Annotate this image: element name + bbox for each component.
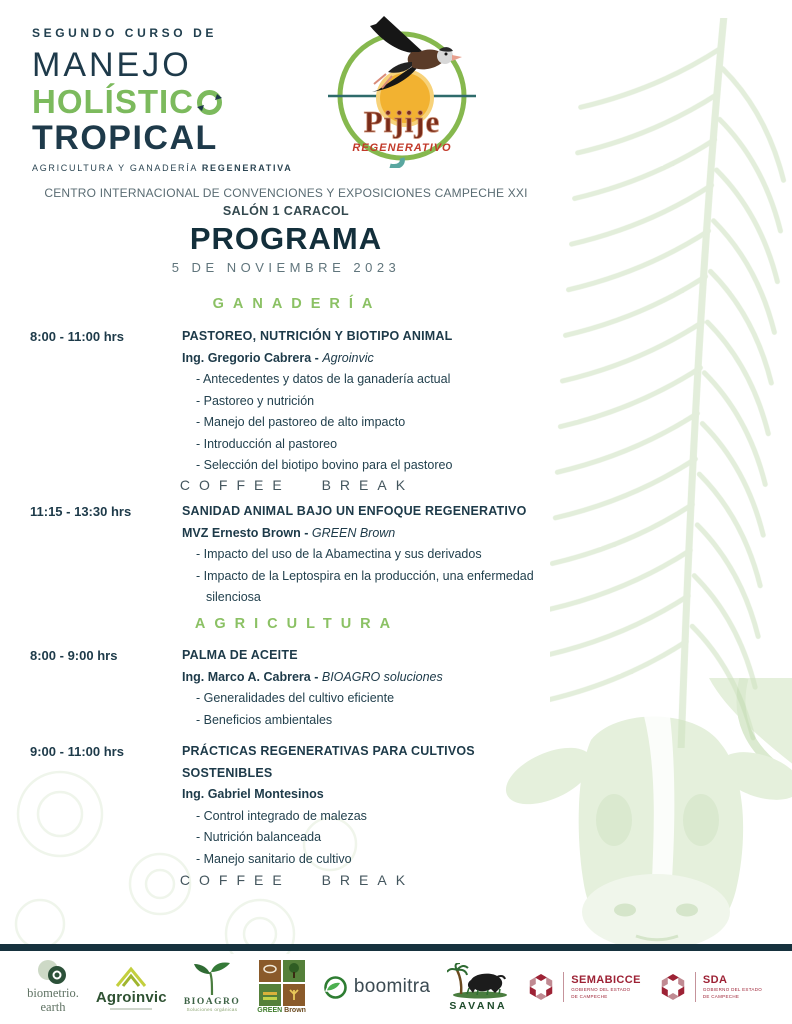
logo-name: Pijije <box>363 104 441 139</box>
session-time: 9:00 - 11:00 hrs <box>30 744 124 759</box>
topic-item: - Nutrición balanceada <box>196 830 322 844</box>
topic-item: - Impacto del uso de la Abamectina y sus derivados <box>196 547 482 561</box>
campeche-pinwheel-icon <box>526 972 556 1002</box>
coffee-break-1: COFFEE BREAK <box>179 477 415 493</box>
bioagro-tagline: Soluciones orgánicas <box>186 1007 238 1012</box>
session-title: PASTOREO, NUTRICIÓN Y BIOTIPO ANIMAL <box>182 329 453 343</box>
logo-semabicce <box>526 972 641 1002</box>
topic-item: - Beneficios ambientales <box>196 712 333 727</box>
pijije-logo <box>326 10 478 168</box>
boomitra-name: boomitra <box>353 976 431 997</box>
semabicce-gov-text: GOBIERNO DEL ESTADO DE CAMPECHE <box>571 986 631 999</box>
palm-buffalo-icon <box>447 963 509 999</box>
section-heading-ganaderia: GANADERÍA <box>212 296 382 312</box>
session-time: 8:00 - 9:00 hrs <box>30 648 118 663</box>
title-line-holistico: HOLÍSTIC <box>32 85 292 118</box>
topic-item: - Pastoreo y nutrición <box>196 393 315 408</box>
semabicce-name: SEMABICCE <box>571 973 641 986</box>
speaker-org: GREEN Brown <box>311 525 396 540</box>
topic-item: - Antecedentes y datos de la ganadería actual <box>196 372 451 386</box>
session-speaker: Ing. Gabriel Montesinos <box>182 787 324 801</box>
session-speaker: MVZ Ernesto Brown - GREEN Brown <box>182 525 396 540</box>
mountain-triangle-icon <box>111 965 151 989</box>
topic-item: - Manejo sanitario de cultivo <box>196 851 352 866</box>
title-line-manejo: MANEJO <box>32 46 192 84</box>
sda-name: SDA <box>702 973 728 986</box>
speaker-org: BIOAGRO soluciones <box>321 669 443 684</box>
biometrio-earth: earth <box>40 1000 66 1014</box>
program-date: 5 DE NOVIEMBRE 2023 <box>171 260 401 275</box>
agroinvic-tagline-bar <box>110 1008 152 1010</box>
biometrio-circles-icon <box>35 959 71 987</box>
session-topics <box>182 544 564 609</box>
green-brown-name: GREEN Brown <box>257 1007 306 1014</box>
campeche-pinwheel-icon <box>658 972 688 1002</box>
section-heading-agricultura: AGRICULTURA <box>194 616 400 632</box>
sda-gov-text: GOBIERNO DEL ESTADO DE CAMPECHE <box>702 986 763 999</box>
event-subtitle: AGRICULTURA Y GANADERÍA REGENERATIVA <box>32 163 293 173</box>
coffee-break-2: COFFEE BREAK <box>179 872 415 888</box>
event-title-block <box>32 26 292 173</box>
logo-divider <box>695 972 696 1002</box>
logo-biometrio <box>27 959 79 1015</box>
session-title: PALMA DE ACEITE <box>182 648 298 662</box>
session-time: 11:15 - 13:30 hrs <box>30 504 132 519</box>
recycle-o-icon <box>196 89 223 116</box>
venue-line1: CENTRO INTERNACIONAL DE CONVENCIONES Y EXPOSICIONES CAMPECHE XXI <box>44 186 528 200</box>
logo-tagline: REGENERATIVO <box>352 142 452 154</box>
savana-name: SAVANA <box>449 999 508 1012</box>
session-topics <box>182 806 564 871</box>
green-brown-grid-icon <box>259 960 305 1006</box>
leaf-ring-icon <box>323 975 348 1000</box>
logo-sda <box>658 972 765 1002</box>
agroinvic-name: Agroinvic <box>95 988 167 1006</box>
topic-item: - Introducción al pastoreo <box>196 436 338 451</box>
session-topics <box>182 369 564 477</box>
session-speaker: Ing. Marco A. Cabrera - BIOAGRO soluciones <box>182 669 443 684</box>
program-title: PROGRAMA <box>189 221 383 256</box>
logo-savana <box>447 963 509 1012</box>
session-time: 8:00 - 11:00 hrs <box>30 329 124 344</box>
biometrio-name: biometrio. <box>27 986 79 1001</box>
bioagro-name: BIOAGRO <box>183 997 241 1007</box>
sponsor-logos-row <box>0 956 792 1018</box>
logo-bioagro <box>184 962 240 1012</box>
session-title: PRÁCTICAS REGENERATIVAS PARA CULTIVOS SOSTENIBLES <box>182 744 475 780</box>
topic-item: - Control integrado de malezas <box>196 808 367 823</box>
seedling-icon <box>192 962 232 996</box>
session-speaker: Ing. Gregorio Cabrera - Agroinvic <box>182 350 374 365</box>
topic-item: - Manejo del pastoreo de alto impacto <box>196 415 406 429</box>
logo-divider <box>563 972 564 1002</box>
topic-item: - Generalidades del cultivo eficiente <box>196 691 395 705</box>
logo-boomitra <box>323 975 430 1000</box>
session-sanidad <box>30 501 564 609</box>
event-kicker: SEGUNDO CURSO DE <box>32 26 217 40</box>
session-palma <box>30 645 564 731</box>
session-title: SANIDAD ANIMAL BAJO UN ENFOQUE REGENERATIVO <box>182 504 527 518</box>
palm-leaf-watermark-icon <box>550 18 792 748</box>
topic-item: - Selección del biotipo bovino para el pastoreo <box>196 458 453 472</box>
logo-green-brown <box>257 960 306 1014</box>
program-heading-block <box>0 221 572 275</box>
logo-agroinvic <box>96 965 167 1010</box>
footer-divider-bar <box>0 944 792 951</box>
venue-block <box>0 186 572 218</box>
topic-item: - Impacto de la Leptospira en la producción, una enfermedad silenciosa <box>196 568 534 604</box>
venue-line2: SALÓN 1 CARACOL <box>222 204 350 218</box>
title-line-tropical: TROPICAL <box>32 119 218 157</box>
session-topics <box>182 688 564 731</box>
session-practicas <box>30 741 564 870</box>
speaker-org: Agroinvic <box>322 350 374 365</box>
session-pastoreo <box>30 326 564 477</box>
